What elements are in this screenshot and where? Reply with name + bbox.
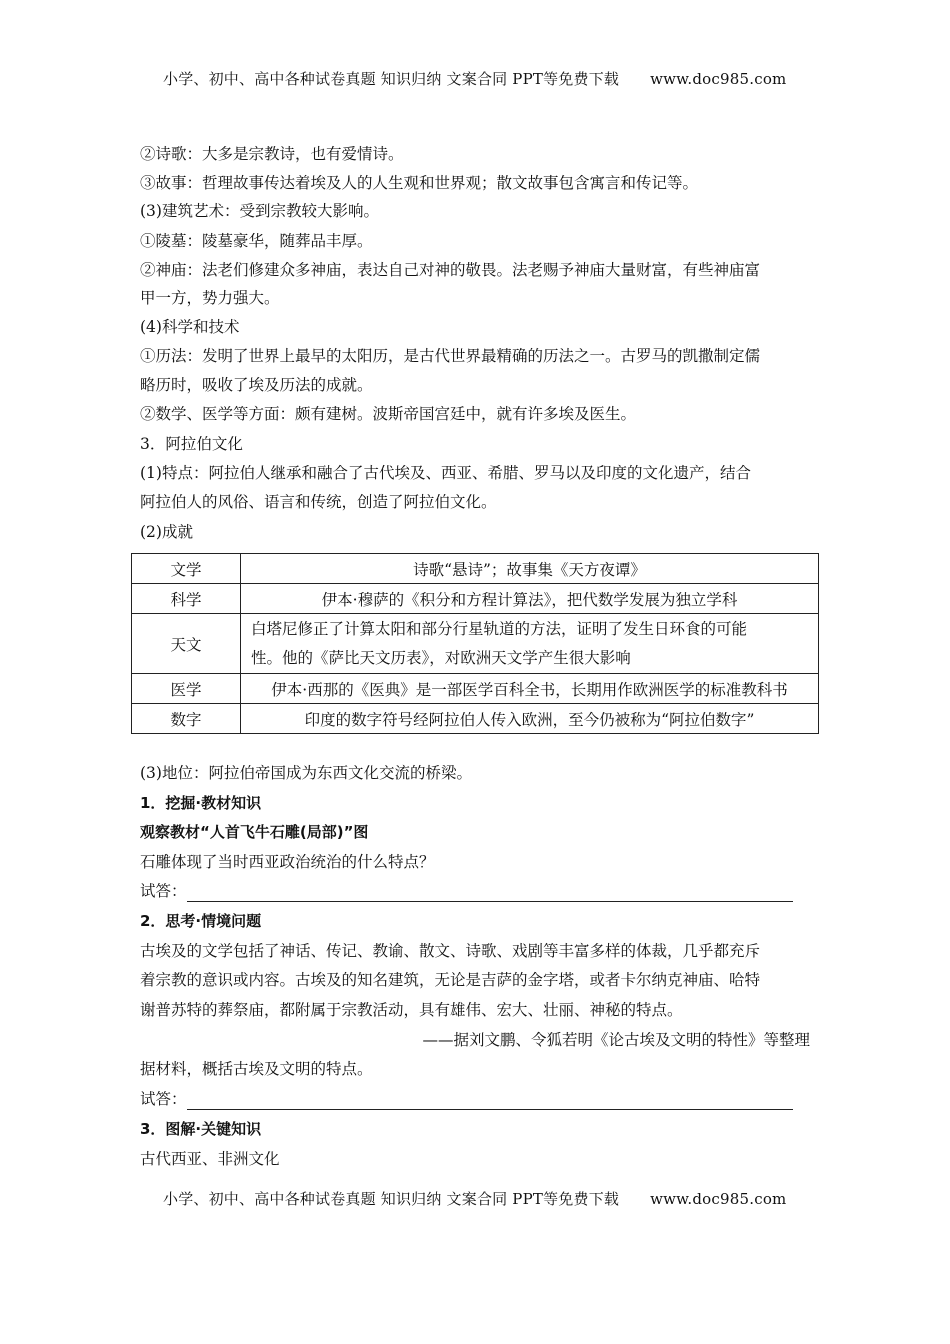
body-line: (2)成就 <box>140 523 193 541</box>
answer-blank[interactable] <box>187 887 793 902</box>
section-heading: 3．阿拉伯文化 <box>140 435 243 453</box>
table-cell-value <box>241 614 819 674</box>
page-footer <box>163 1188 786 1209</box>
table-row <box>132 584 819 614</box>
body-line: ②诗歌：大多是宗教诗，也有爱情诗。 <box>140 145 404 163</box>
answer-label: 试答： <box>140 882 187 900</box>
footer-text: 小学、初中、高中各种试卷真题 知识归纳 文案合同 PPT等免费下载 <box>163 1190 620 1208</box>
body-line: 阿拉伯人的风俗、语言和传统，创造了阿拉伯文化。 <box>140 493 497 511</box>
body-line: (3)地位：阿拉伯帝国成为东西文化交流的桥梁。 <box>140 764 472 782</box>
material-line: 古埃及的文学包括了神话、传记、教谕、散文、诗歌、戏剧等丰富多样的体裁，几乎都充斥 <box>140 942 761 960</box>
answer-row <box>140 880 793 902</box>
table-row <box>132 704 819 734</box>
table-row <box>132 554 819 584</box>
table-row <box>132 674 819 704</box>
section-heading: 3．图解·关键知识 <box>140 1120 262 1138</box>
table-cell-key: 文学 <box>132 554 241 584</box>
table-cell-line: 性。他的《萨比天文历表》，对欧洲天文学产生很大影响 <box>251 648 631 667</box>
body-line: 古代西亚、非洲文化 <box>140 1150 280 1168</box>
achievements-table <box>131 553 819 734</box>
page-header <box>163 68 786 89</box>
subheading: 观察教材“人首飞牛石雕(局部)”图 <box>140 823 369 841</box>
footer-url: www.doc985.com <box>650 1190 787 1208</box>
table-cell-value: 伊本·西那的《医典》是一部医学百科全书，长期用作欧洲医学的标准教科书 <box>241 674 819 704</box>
body-line: (3)建筑艺术：受到宗教较大影响。 <box>140 202 379 220</box>
table-cell-key: 科学 <box>132 584 241 614</box>
table-cell-line: 白塔尼修正了计算太阳和部分行星轨道的方法，证明了发生日环食的可能 <box>251 619 748 638</box>
material-line: 着宗教的意识或内容。古埃及的知名建筑，无论是吉萨的金字塔，或者卡尔纳克神庙、哈特 <box>140 971 761 989</box>
answer-row <box>140 1088 793 1110</box>
table-cell-key: 天文 <box>132 614 241 674</box>
section-heading: 1．挖掘·教材知识 <box>140 794 262 812</box>
header-text: 小学、初中、高中各种试卷真题 知识归纳 文案合同 PPT等免费下载 <box>163 70 620 88</box>
answer-label: 试答： <box>140 1090 187 1108</box>
material-line: 谢普苏特的葬祭庙，都附属于宗教活动，具有雄伟、宏大、壮丽、神秘的特点。 <box>140 1001 683 1019</box>
section-heading: 2．思考·情境问题 <box>140 912 262 930</box>
table-cell-key: 医学 <box>132 674 241 704</box>
body-line: ①陵墓：陵墓豪华，随葬品丰厚。 <box>140 232 373 250</box>
table-cell-value: 伊本·穆萨的《积分和方程计算法》，把代数学发展为独立学科 <box>241 584 819 614</box>
body-line: 甲一方，势力强大。 <box>140 289 280 307</box>
body-line: (1)特点：阿拉伯人继承和融合了古代埃及、西亚、希腊、罗马以及印度的文化遗产，结合 <box>140 464 751 482</box>
question-text: 石雕体现了当时西亚政治统治的什么特点？ <box>140 853 435 871</box>
material-source: ——据刘文鹏、令狐若明《论古埃及文明的特性》等整理 <box>422 1031 810 1049</box>
table-cell-value: 诗歌“悬诗”；故事集《天方夜谭》 <box>241 554 819 584</box>
question-text: 据材料，概括古埃及文明的特点。 <box>140 1060 373 1078</box>
answer-blank[interactable] <box>187 1095 793 1110</box>
table-cell-value: 印度的数字符号经阿拉伯人传入欧洲，至今仍被称为“阿拉伯数字” <box>241 704 819 734</box>
body-line: ②数学、医学等方面：颇有建树。波斯帝国宫廷中，就有许多埃及医生。 <box>140 405 637 423</box>
table-cell-key: 数字 <box>132 704 241 734</box>
body-line: 略历时，吸收了埃及历法的成就。 <box>140 376 373 394</box>
header-url: www.doc985.com <box>650 70 787 88</box>
table-row <box>132 614 819 674</box>
body-line: ①历法：发明了世界上最早的太阳历，是古代世界最精确的历法之一。古罗马的凯撒制定儒 <box>140 347 761 365</box>
body-line: ②神庙：法老们修建众多神庙，表达自己对神的敬畏。法老赐予神庙大量财富，有些神庙富 <box>140 261 761 279</box>
body-line: ③故事：哲理故事传达着埃及人的人生观和世界观；散文故事包含寓言和传记等。 <box>140 174 699 192</box>
body-line: (4)科学和技术 <box>140 318 240 336</box>
